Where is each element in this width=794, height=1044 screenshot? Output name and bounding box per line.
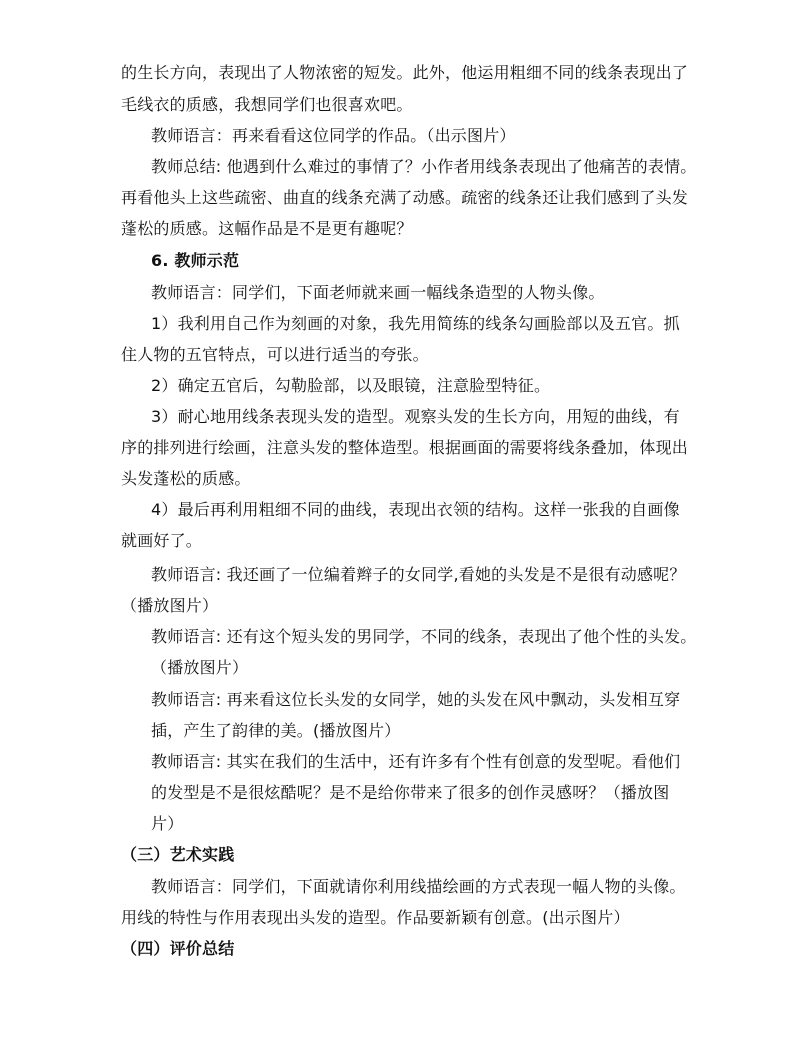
text-line: 1）我利用自己作为刻画的对象，我先用简练的线条勾画脸部以及五官。抓 <box>151 314 680 333</box>
text-line: 的发型是不是很炫酷呢？是不是给你带来了很多的创作灵感呀？（播放图 <box>151 783 670 802</box>
text-line: 教师语言: 其实在我们的生活中，还有许多有个性有创意的发型呢。看他们 <box>151 752 681 771</box>
text-line: 教师总结: 他遇到什么难过的事情了？小作者用线条表现出了他痛苦的表情。 <box>151 157 697 176</box>
text-line: （播放图片） <box>151 658 249 677</box>
text-line: 插，产生了韵律的美。(播放图片） <box>151 721 401 740</box>
text-line: 毛线衣的质感，我想同学们也很喜欢吧。 <box>121 95 413 114</box>
text-line: 蓬松的质感。这幅作品是不是更有趣呢？ <box>121 219 413 238</box>
text-line: 住人物的五官特点，可以进行适当的夸张。 <box>121 345 429 364</box>
text-line: 教师语言: 还有这个短头发的男同学，不同的线条，表现出了他个性的头发。 <box>151 627 697 646</box>
text-line: 头发蓬松的质感。 <box>121 469 251 488</box>
text-line: 就画好了。 <box>121 531 203 550</box>
section-heading: （三）艺术实践 <box>121 845 235 864</box>
text-line: 序的排列进行绘画，注意头发的整体造型。根据画面的需要将线条叠加，体现出 <box>121 438 689 457</box>
text-line: 教师语言: 再来看这位长头发的女同学，她的头发在风中飘动，头发相互穿 <box>151 690 681 709</box>
text-line: 教师语言：同学们，下面老师就来画一幅线条造型的人物头像。 <box>151 283 605 302</box>
text-line: 用线的特性与作用表现出头发的造型。作品要新颖有创意。(出示图片） <box>121 908 630 927</box>
text-line: 的生长方向，表现出了人物浓密的短发。此外，他运用粗细不同的线条表现出了 <box>121 63 689 82</box>
text-line: 再看他头上这些疏密、曲直的线条充满了动感。疏密的线条还让我们感到了头发 <box>121 188 689 207</box>
text-line: 教师语言：同学们，下面就请你利用线描绘画的方式表现一幅人物的头像。 <box>151 877 686 896</box>
text-line: （播放图片） <box>121 596 219 615</box>
section-heading: （四）评价总结 <box>121 939 235 958</box>
text-line: 4）最后再利用粗细不同的曲线，表现出衣领的结构。这样一张我的自画像 <box>151 500 680 519</box>
text-line: 教师语言: 我还画了一位编着辫子的女同学,看她的头发是不是很有动感呢？ <box>151 565 686 584</box>
text-line: 教师语言：再来看看这位同学的作品。（出示图片） <box>151 126 516 145</box>
section-heading: 6. 教师示范 <box>151 251 240 270</box>
text-line: 片） <box>151 814 184 833</box>
text-line: 2）确定五官后，勾勒脸部，以及眼镜，注意脸型特征。 <box>151 376 551 395</box>
text-line: 3）耐心地用线条表现头发的造型。观察头发的生长方向，用短的曲线，有 <box>151 407 680 426</box>
